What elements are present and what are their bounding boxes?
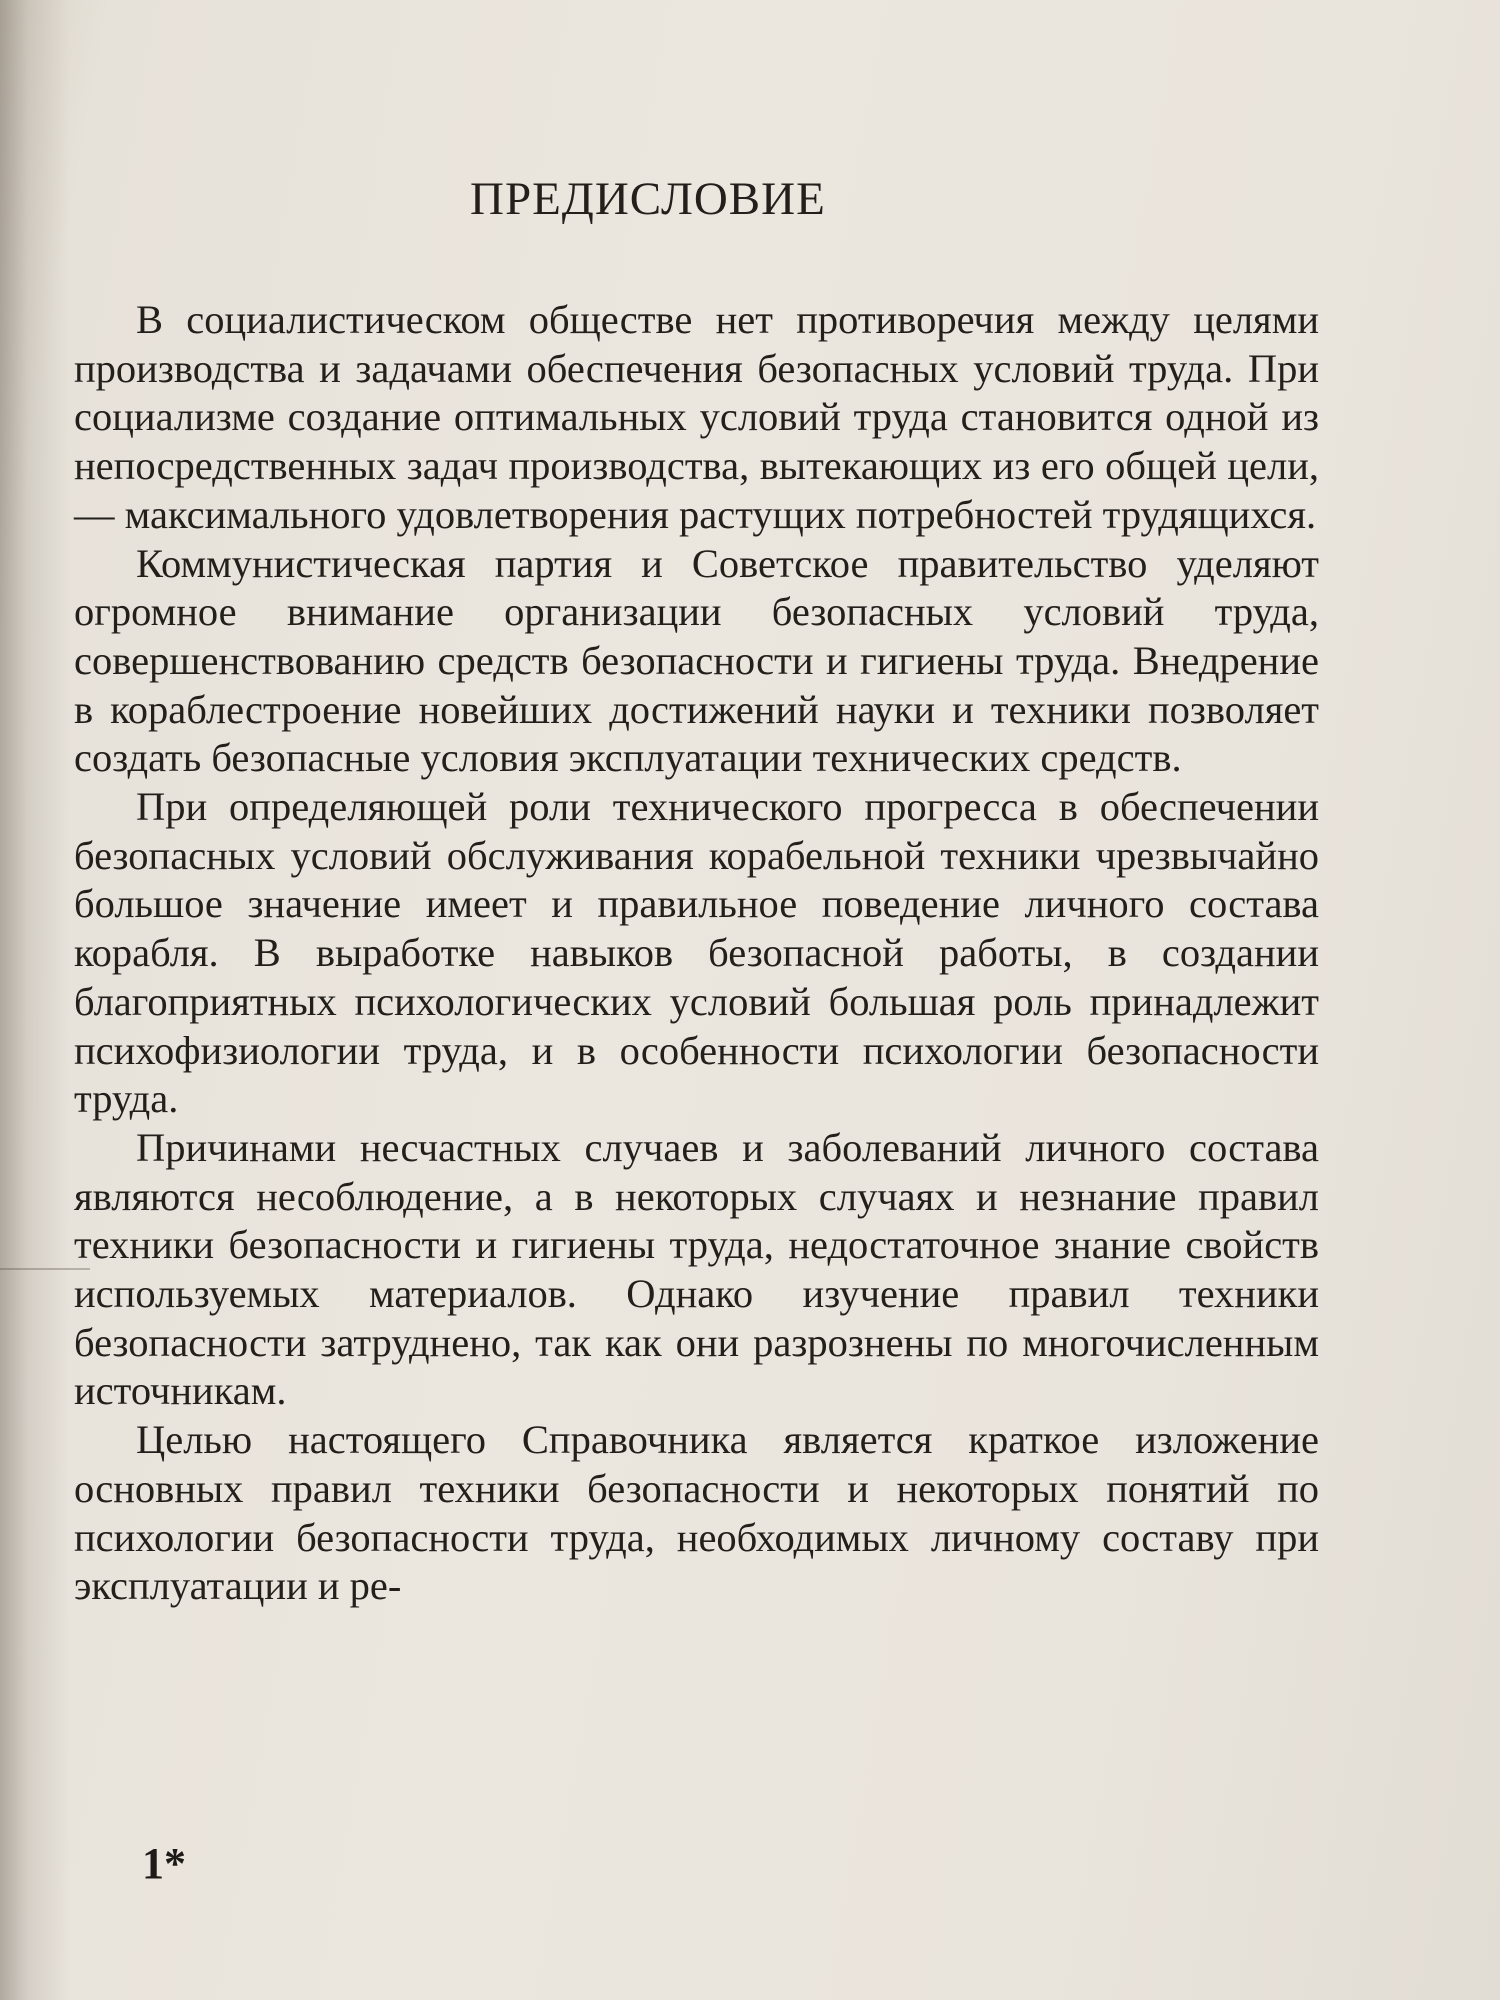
- paragraph-2: Коммунистическая партия и Советское правительство уделяют огромное внимание организации безопасных условий труда, совершенствованию средств безопасности и гигиены труда. Внедрение в кораблестроение новейших достижений науки и техники позволяет создать безопасные условия эксплуатации технических средств.: [74, 540, 1319, 781]
- paragraph-1: В социалистическом обществе нет противоречия между целями производства и задачами обеспечения безопасных условий труда. При социализме создание оптимальных условий труда становится одной из непосредственных задач производства, вытекающих из его общей цели, — максимального удовлетворения растущих потребностей трудящихся.: [74, 297, 1319, 537]
- signature-mark: 1*: [142, 1839, 186, 1888]
- paragraph-5: Целью настоящего Справочника является краткое изложение основных правил техники безопасности и некоторых понятий по психологии безопасности труда, необходимых личному составу при эксплуатации и ре-: [74, 1417, 1319, 1609]
- spine-shadow: [0, 0, 70, 2000]
- body-text: [74, 296, 1319, 1611]
- paragraph-4: Причинами несчастных случаев и заболеваний личного состава являются несоблюдение, а в некоторых случаях и незнание правил техники безопасности и гигиены труда, недостаточное знание свойств используемых материалов. Однако изучение правил техники безопасности затруднено, так как они разрознены по многочисленным источникам.: [74, 1124, 1319, 1414]
- page-title: ПРЕДИСЛОВИЕ: [470, 173, 826, 225]
- paragraph-3: При определяющей роли технического прогресса в обеспечении безопасных условий обслуживания корабельной техники чрезвычайно большое значение имеет и правильное поведение личного состава корабля. В выработке навыков безопасной работы, в создании благоприятных психологических условий большая роль принадлежит психофизиологии труда, и в особенности психологии безопасности труда.: [74, 784, 1319, 1122]
